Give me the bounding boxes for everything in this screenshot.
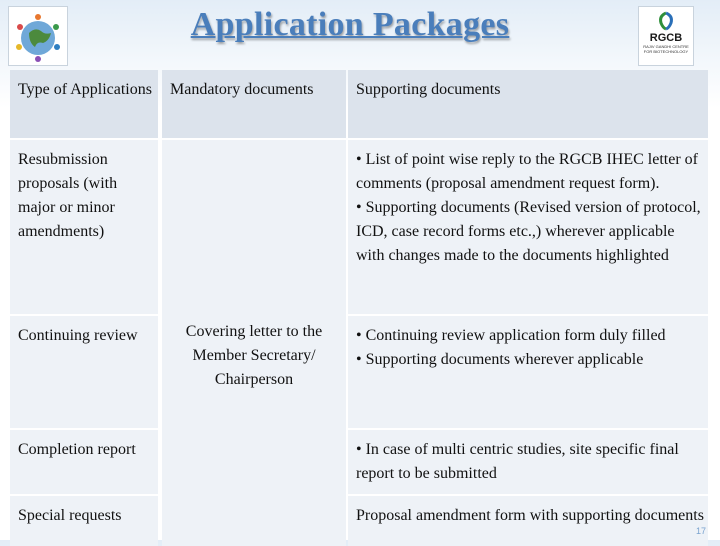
row-mandatory-special — [162, 496, 346, 546]
row-supporting-resubmission — [348, 140, 708, 314]
list-item: Proposal amendment form with supporting documents — [356, 507, 704, 524]
list-item: • In case of multi centric studies, site specific final report to be submitted — [356, 441, 679, 482]
header-supporting: Supporting documents — [348, 70, 708, 138]
row-type-resubmission: Resubmission proposals (with major or minor amendments) — [10, 140, 158, 314]
list-item: • Supporting documents wherever applicable — [356, 351, 644, 368]
header-mandatory: Mandatory documents — [162, 70, 346, 138]
rgcb-logo — [638, 6, 694, 66]
rgcb-logo-subtext: RAJIV GANDHI CENTRE FOR BIOTECHNOLOGY — [643, 44, 689, 54]
row-supporting-special — [348, 496, 708, 546]
row-supporting-completion — [348, 430, 708, 494]
page-number: 17 — [695, 526, 706, 536]
rgcb-logo-text: RGCB — [649, 32, 683, 44]
rgcb-emblem-icon — [653, 11, 679, 31]
page-title: Application Packages — [190, 6, 510, 43]
list-item: • List of point wise reply to the RGCB IHEC letter of comments (proposal amendment request form). — [356, 151, 698, 192]
row-type-continuing: Continuing review — [10, 316, 158, 428]
mandatory-text: Covering letter to the Member Secretary/ Chairperson — [185, 323, 323, 388]
application-packages-table — [10, 70, 710, 540]
list-item: • Continuing review application form duly filled — [356, 327, 666, 344]
row-type-special: Special requests — [10, 496, 158, 546]
row-type-completion: Completion report — [10, 430, 158, 494]
list-item: • Supporting documents (Revised version of protocol, ICD, case record forms etc.,) wherever applicable with changes made to the documents highlighted — [356, 199, 701, 264]
row-supporting-continuing — [348, 316, 708, 428]
mandatory-documents-merged — [162, 140, 346, 500]
header-type: Type of Applications — [10, 70, 158, 138]
